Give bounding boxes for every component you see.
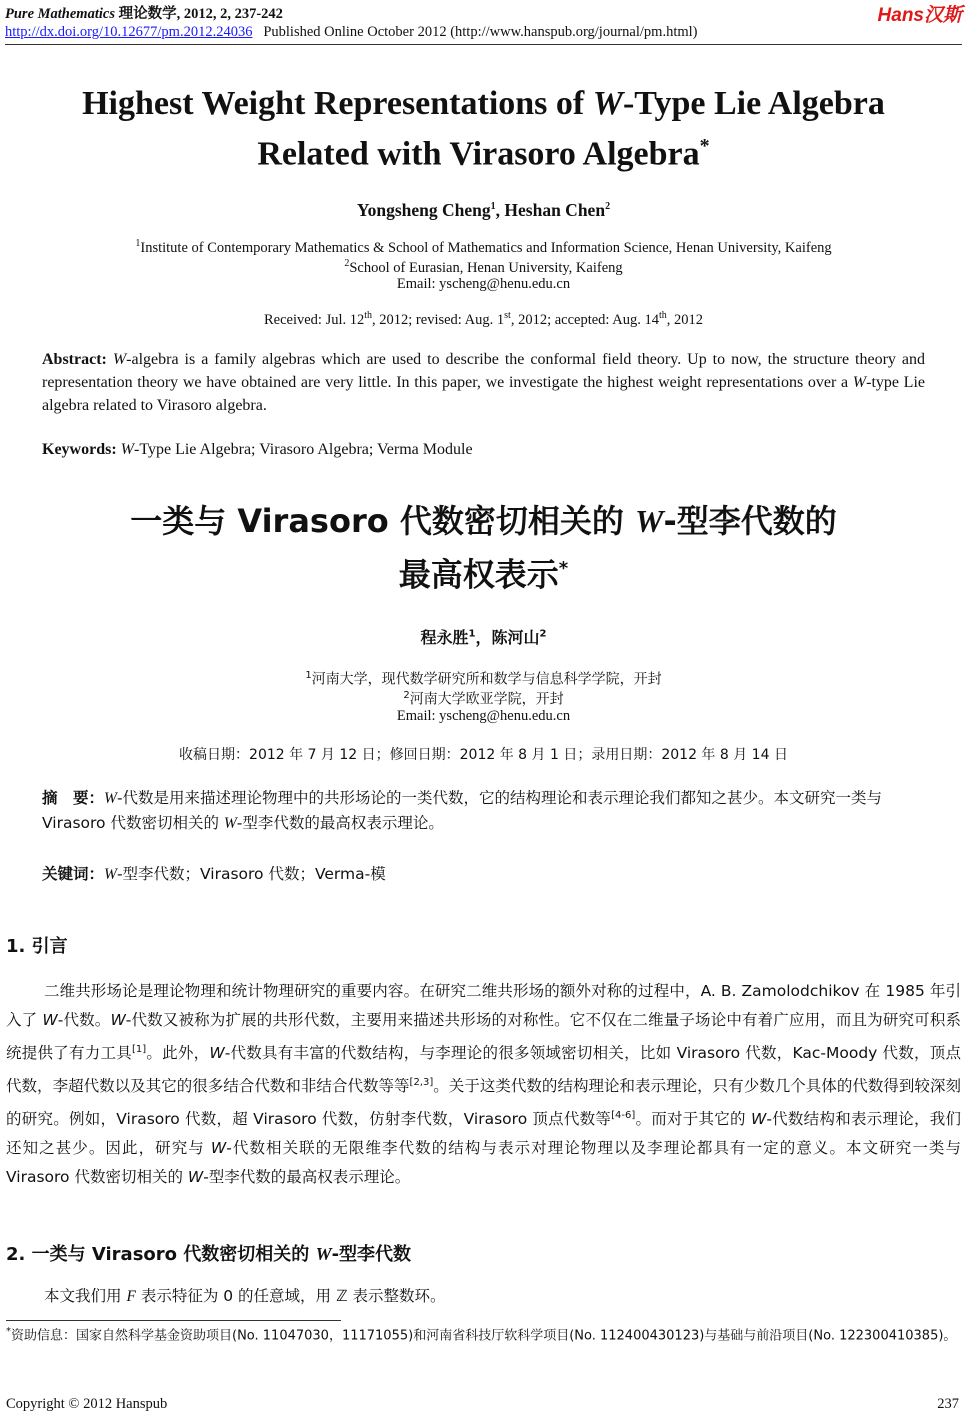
para-text: -型李代数的最高权表示理论。 bbox=[203, 1168, 411, 1187]
aff-sup: 1 bbox=[305, 670, 312, 681]
rec-part: , 2012; accepted: Aug. 14 bbox=[510, 311, 659, 328]
rec-sup: st bbox=[504, 310, 511, 321]
italic-w: W bbox=[42, 1011, 58, 1029]
section-1-heading: 1. 引言 bbox=[6, 936, 68, 957]
italic-w: W bbox=[751, 1110, 767, 1129]
received-dates-cn: 收稿日期：2012 年 7 月 12 日；修回日期：2012 年 8 月 1 日；录用日期：2012 年 8 月 14 日 bbox=[179, 747, 788, 763]
volume-info: , 2012, 2, 237-242 bbox=[176, 6, 283, 22]
keywords-text: -Type Lie Algebra; Virasoro Algebra; Verma Module bbox=[133, 441, 473, 458]
rec-part: Received: Jul. 12 bbox=[263, 311, 365, 328]
aff-sup: 2 bbox=[403, 690, 410, 701]
para-text: 二维共形场论是理论物理和统计物理研究的重要内容。在研究二维共形场的额外对称的过程中，A. B. Zamolodchikov 在 1985 年引入了 bbox=[6, 982, 961, 1029]
title-cn-part: 一类与 Virasoro 代数密切相关的 bbox=[130, 502, 636, 540]
section-2-heading bbox=[6, 1240, 411, 1266]
received-dates-en bbox=[0, 310, 967, 329]
italic-w: W bbox=[223, 815, 237, 832]
abstract-cn-text: -型李代数的最高权表示理论。 bbox=[236, 814, 444, 832]
email-cn: Email: yscheng@henu.edu.cn bbox=[396, 708, 571, 724]
footnote-rule bbox=[6, 1320, 341, 1321]
keywords-cn bbox=[42, 862, 925, 887]
citation-ref[interactable]: [1] bbox=[131, 1044, 147, 1055]
aff-text: 河南大学，现代数学研究所和数学与信息科学学院，开封 bbox=[311, 671, 662, 688]
citation-ref[interactable]: [2,3] bbox=[409, 1077, 434, 1089]
email-en: Email: yscheng@henu.edu.cn bbox=[396, 276, 571, 292]
journal-name: Pure Mathematics bbox=[5, 6, 115, 22]
keywords-en bbox=[42, 438, 925, 461]
title-en bbox=[0, 83, 967, 175]
author-sup: 1 bbox=[468, 628, 476, 640]
para-text: -代数具有丰富的代数结构，与李理论的很多领域密切相关，比如 Virasoro 代数，Kac-Moody 代数，顶点代数，李超代数以及其它的很多结合代数和非结合代数等等 bbox=[6, 1044, 961, 1096]
footnote-text: 资助信息：国家自然科学基金资助项目(No. 11047030，11171055)和河南省科技厅软科学项目(No. 112400430123)与基础与前沿项目(No. 122300410385)。 bbox=[11, 1328, 957, 1344]
rec-sup: th bbox=[659, 310, 667, 321]
para-text: 本文我们用 bbox=[44, 1287, 127, 1305]
doi-line bbox=[5, 24, 697, 41]
page-number: 237 bbox=[937, 1396, 959, 1412]
aff-text: School of Eurasian, Henan University, Kaifeng bbox=[349, 259, 623, 276]
aff-sup: 2 bbox=[344, 258, 350, 269]
author-1-sup: 1 bbox=[490, 201, 496, 213]
italic-w: W bbox=[209, 1044, 225, 1063]
aff-sup: 1 bbox=[135, 238, 141, 249]
para-text: -代数结构和表示理论，我们还知之甚少。因此，研究与 bbox=[6, 1110, 961, 1158]
authors-cn bbox=[0, 625, 967, 648]
abstract-cn bbox=[42, 786, 925, 836]
aff-text: Institute of Contemporary Mathematics & School of Mathematics and Information Science, Henan University, Kaifeng bbox=[140, 239, 832, 256]
title-en-part: Highest Weight Representations of bbox=[82, 85, 593, 122]
abstract-label: Abstract: bbox=[42, 351, 113, 368]
rec-part: , 2012 bbox=[666, 311, 704, 328]
title-cn-part: -型李代数的 bbox=[663, 502, 837, 540]
title-en-line2: Related with Virasoro Algebra bbox=[257, 135, 700, 173]
italic-w: W bbox=[187, 1168, 204, 1187]
journal-citation bbox=[5, 2, 283, 23]
journal-header bbox=[5, 2, 962, 46]
italic-w: W bbox=[210, 1139, 227, 1158]
author-sup: 2 bbox=[539, 628, 547, 640]
author-cn-2: 陈河山 bbox=[491, 628, 540, 647]
italic-w: W bbox=[852, 374, 867, 391]
header-rule bbox=[5, 44, 962, 45]
abstract-cn-label: 摘 要： bbox=[42, 789, 105, 807]
title-cn bbox=[0, 500, 967, 596]
author-1: Yongsheng Cheng bbox=[356, 200, 491, 220]
italic-f: F bbox=[126, 1288, 136, 1305]
rec-sup: th bbox=[364, 310, 373, 321]
italic-w: W bbox=[104, 790, 117, 807]
authors-en bbox=[0, 200, 967, 221]
para-text: 。此外， bbox=[146, 1044, 210, 1063]
italic-w: W bbox=[112, 351, 127, 368]
title-cn-star: * bbox=[558, 558, 569, 579]
hans-logo: Hans汉斯 bbox=[877, 5, 962, 26]
para-text: -代数又被称为扩展的共形代数，主要用来描述共形场的对称性。它不仅在二维量子场论中有着广应用，而且为研究可积系统提供了有力工具 bbox=[6, 1011, 961, 1063]
citation-ref[interactable]: [4-6] bbox=[611, 1110, 636, 1122]
para-text: -代数相关联的无限维李代数的结构与表示对理论物理以及李理论都具有一定的意义。本文研究一类与 Virasoro 代数密切相关的 bbox=[6, 1139, 961, 1187]
doi-link[interactable]: http://dx.doi.org/10.12677/pm.2012.24036 bbox=[5, 24, 253, 40]
author-sep: ， bbox=[475, 628, 492, 647]
author-2: Heshan Chen bbox=[504, 200, 606, 220]
keywords-cn-text: -型李代数；Virasoro 代数；Verma-模 bbox=[116, 865, 386, 883]
abstract-text: -algebra is a family algebras which are used to describe the conformal field theory. Up to now, the structure theory and representation theory we have obtained are very little. In this paper, we investigate the highest weight representations over a bbox=[42, 351, 925, 391]
heading-part: -型李代数 bbox=[331, 1244, 412, 1265]
aff-text: 河南大学欧亚学院，开封 bbox=[409, 691, 564, 708]
para-text: 。而对于其它的 bbox=[635, 1110, 751, 1129]
section-2-paragraph bbox=[6, 1282, 961, 1311]
author-sep: , bbox=[495, 200, 505, 220]
para-text: 。关于这类代数的结构理论和表示理论，只有少数几个具体的代数得到较深刻的研究。例如，Virasoro 代数，超 Virasoro 代数，仿射李代数，Virasoro 顶点代数等 bbox=[6, 1077, 961, 1129]
author-2-sup: 2 bbox=[605, 201, 611, 213]
title-cn-w: W bbox=[635, 503, 664, 539]
para-text: 表示特征为 0 的任意域，用 ℤ 表示整数环。 bbox=[135, 1287, 446, 1305]
abstract-text: -type Lie algebra related to Virasoro algebra. bbox=[42, 374, 925, 414]
title-en-part: -Type Lie Algebra bbox=[622, 85, 885, 122]
heading-part: 2. 一类与 Virasoro 代数密切相关的 bbox=[6, 1244, 316, 1265]
journal-name-cn: 理论数学 bbox=[118, 6, 177, 22]
keywords-label: Keywords: bbox=[42, 441, 121, 458]
abstract-en bbox=[42, 348, 925, 417]
author-cn-1: 程永胜 bbox=[420, 628, 469, 647]
title-cn-line2: 最高权表示 bbox=[398, 555, 559, 594]
footnote bbox=[6, 1322, 961, 1346]
rec-part: , 2012; revised: Aug. 1 bbox=[372, 311, 505, 328]
italic-w: W bbox=[315, 1244, 332, 1264]
para-text: -代数。 bbox=[57, 1011, 111, 1029]
italic-w: W bbox=[120, 441, 134, 458]
italic-w: W bbox=[110, 1011, 126, 1029]
title-en-w: W bbox=[592, 85, 623, 122]
footnote-star: * bbox=[6, 1326, 11, 1337]
title-star: * bbox=[699, 135, 710, 157]
keywords-cn-label: 关键词： bbox=[42, 865, 105, 883]
copyright: Copyright © 2012 Hanspub bbox=[6, 1396, 168, 1412]
abstract-cn-text: -代数是用来描述理论物理中的共形场论的一类代数，它的结构理论和表示理论我们都知之甚少。本文研究一类与 Virasoro 代数密切相关的 bbox=[42, 789, 883, 832]
section-1-paragraph bbox=[6, 977, 961, 1192]
italic-w: W bbox=[104, 866, 117, 883]
published-info: Published Online October 2012 (http://www.hanspub.org/journal/pm.html) bbox=[263, 24, 698, 40]
